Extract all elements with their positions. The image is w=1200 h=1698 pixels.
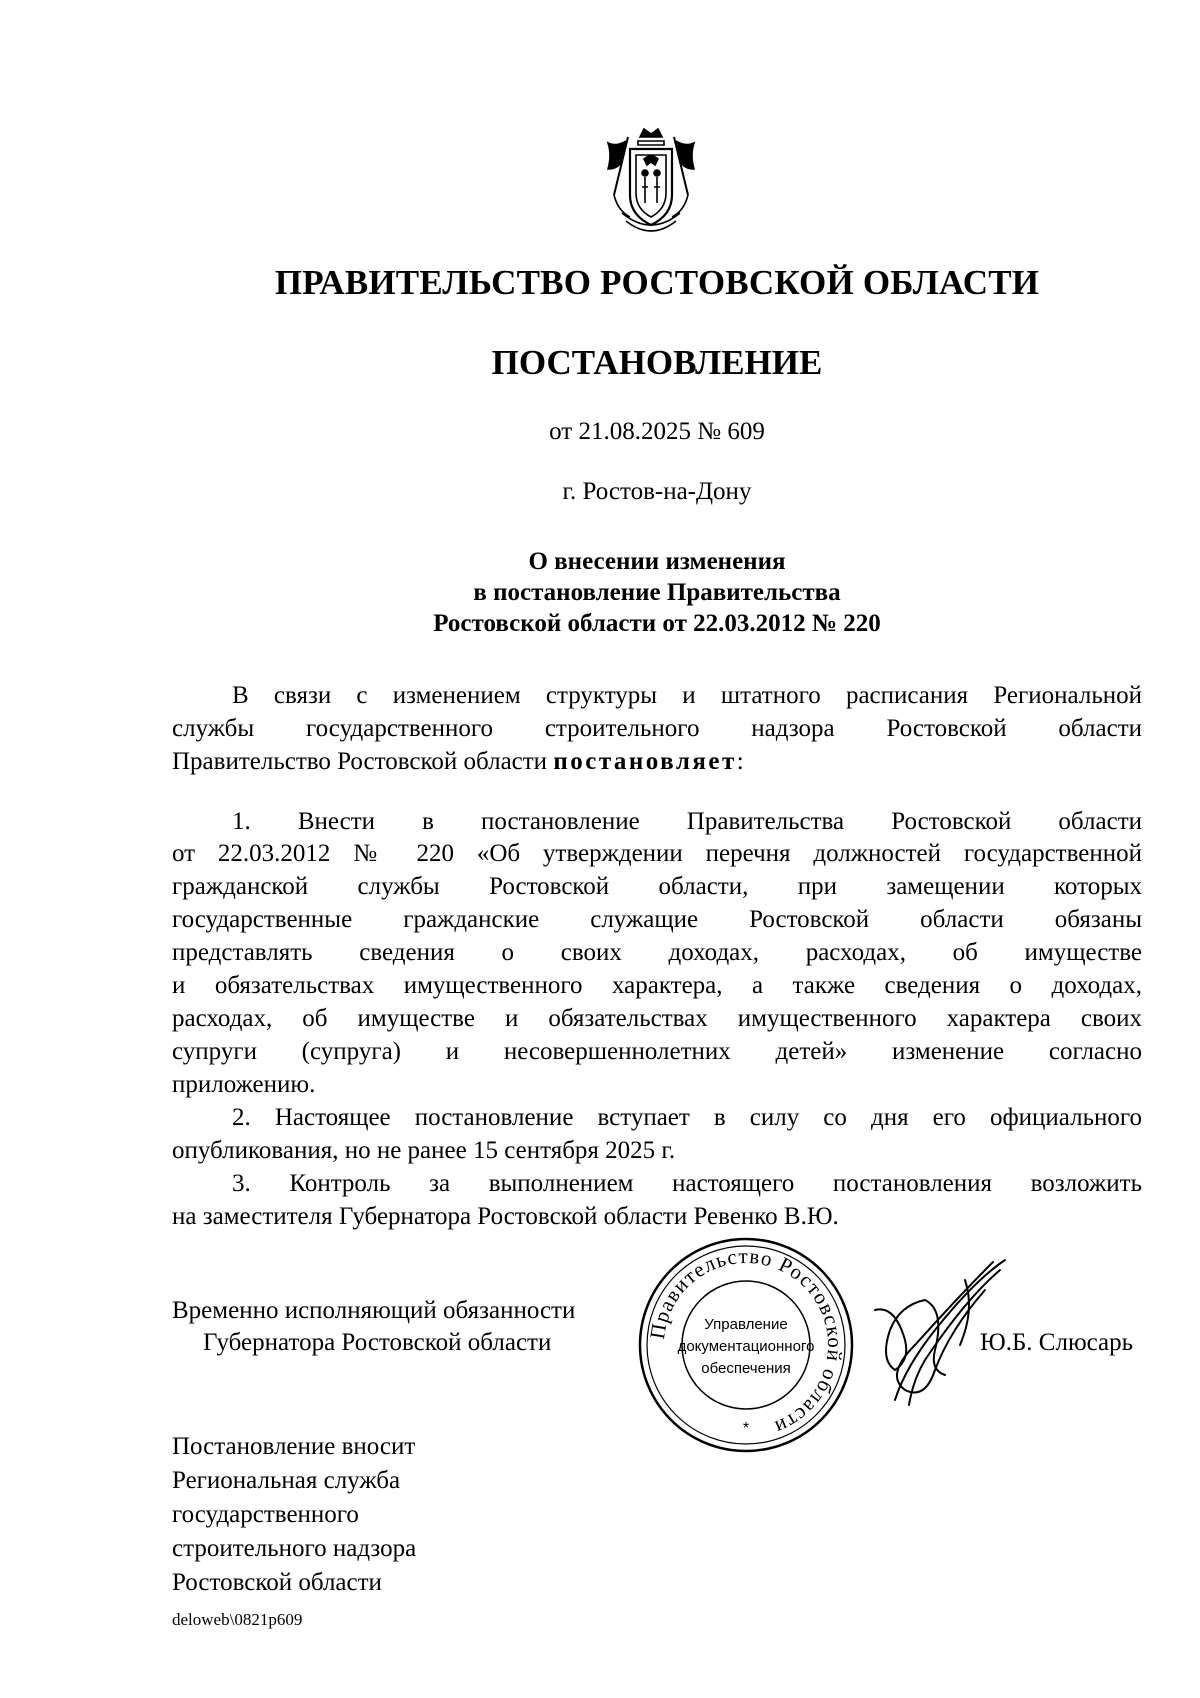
- signatory-name: Ю.Б. Слюсарь: [980, 1329, 1134, 1356]
- stamp-star: *: [742, 1420, 750, 1437]
- stamp-center-line: Управление: [704, 1316, 788, 1333]
- item1-line: расходах, об имуществе и обязательствах имущественного характера своих: [172, 1005, 1142, 1032]
- document-place: г. Ростов-на-Дону: [562, 478, 752, 505]
- item1-line: от 22.03.2012 № 220 «Об утверждении перечня должностей государственной: [172, 840, 1142, 867]
- item1-line: приложению.: [172, 1071, 316, 1098]
- item1-line: 1. Внести в постановление Правительства Ростовской области: [232, 808, 1142, 835]
- coat-of-arms-icon: [600, 125, 702, 237]
- submitted-by-line: Постановление вносит: [172, 1433, 416, 1460]
- preamble-line: В связи с изменением структуры и штатного расписания Региональной: [232, 682, 1142, 709]
- item3-line: на заместителя Губернатора Ростовской области Ревенко В.Ю.: [172, 1203, 839, 1230]
- item2-line: опубликования, но не ранее 15 сентября 2025 г.: [172, 1137, 676, 1164]
- stamp-center-line: обеспечения: [701, 1360, 791, 1377]
- item1-line: представлять сведения о своих доходах, расходах, об имуществе: [172, 939, 1142, 966]
- stamp-center-line: документационного: [677, 1338, 815, 1355]
- document-date-number: от 21.08.2025 № 609: [549, 418, 765, 445]
- preamble-line: службы государственного строительного надзора Ростовской области: [172, 715, 1142, 742]
- subject-line: Ростовской области от 22.03.2012 № 220: [433, 610, 881, 637]
- document-type-title: ПОСТАНОВЛЕНИЕ: [491, 343, 823, 382]
- item3-line: 3. Контроль за выполнением настоящего постановления возложить: [232, 1170, 1142, 1197]
- subject-line: О внесении изменения: [528, 548, 786, 575]
- signatory-position-line: Губернатора Ростовской области: [203, 1329, 552, 1356]
- item1-line: супруги (супруга) и несовершеннолетних детей» изменение согласно: [172, 1038, 1142, 1065]
- preamble-line: [172, 746, 1142, 778]
- item1-line: государственные гражданские служащие Ростовской области обязаны: [172, 906, 1142, 933]
- official-stamp: [634, 1233, 858, 1457]
- item1-line: и обязательствах имущественного характера, а также сведения о доходах,: [172, 972, 1142, 999]
- submitted-by-line: Ростовской области: [172, 1569, 382, 1596]
- file-reference: deloweb\0821p609: [172, 1610, 303, 1629]
- signatory-position-line: Временно исполняющий обязанности: [172, 1297, 576, 1324]
- stamp-ring-text: Правительство Ростовской области: [645, 1243, 848, 1441]
- subject-line: в постановление Правительства: [473, 579, 841, 606]
- document-subject: [0, 546, 1200, 639]
- item2-line: 2. Настоящее постановление вступает в силу со дня его официального: [232, 1104, 1142, 1131]
- preamble-text: Правительство Ростовской области: [172, 748, 554, 775]
- preamble-colon: :: [736, 748, 744, 775]
- submitted-by-line: Региональная служба: [172, 1467, 401, 1494]
- preamble-emphasis: постановляет: [553, 748, 737, 775]
- item1-line: гражданской службы Ростовской области, при замещении которых: [172, 873, 1142, 900]
- submitted-by-block: [172, 1430, 416, 1600]
- organization-title: ПРАВИТЕЛЬСТВО РОСТОВСКОЙ ОБЛАСТИ: [274, 263, 1040, 302]
- signatory-position: [172, 1295, 575, 1359]
- submitted-by-line: строительного надзора: [172, 1535, 417, 1562]
- submitted-by-line: государственного: [172, 1501, 359, 1528]
